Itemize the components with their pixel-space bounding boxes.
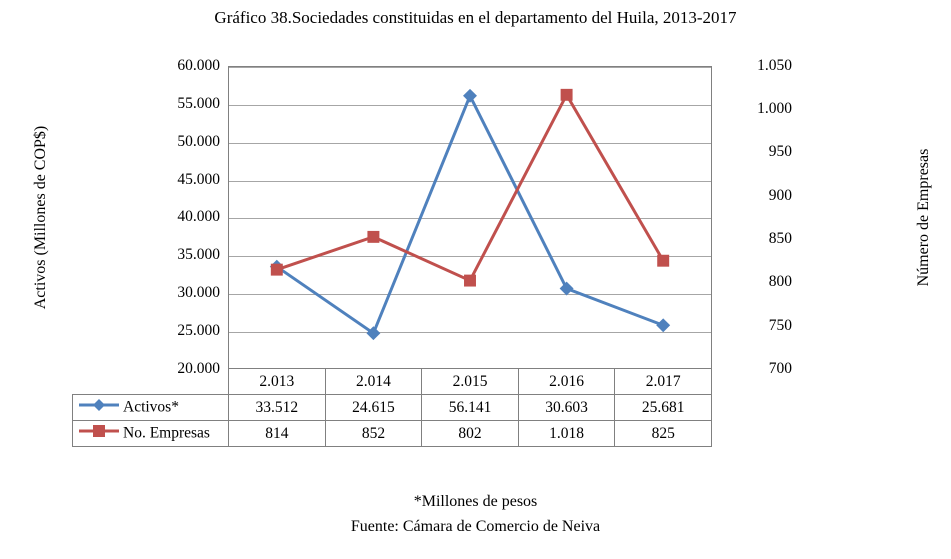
table-row-activos [73, 395, 712, 421]
y-tick-right-2: 800 [768, 273, 792, 290]
cell-activos-2014: 24.615 [325, 395, 422, 421]
cell-empresas-2017: 825 [615, 421, 712, 447]
y-tick-left-5: 45.000 [177, 171, 220, 188]
cell-activos-2015: 56.141 [422, 395, 519, 421]
cell-empresas-2015: 802 [422, 421, 519, 447]
footnote-units: *Millones de pesos [413, 493, 538, 510]
y-axis-right-title: Número de Empresas [915, 148, 932, 287]
y-tick-left-0: 20.000 [177, 360, 220, 377]
y-tick-right-7: 1.050 [757, 57, 792, 74]
legend-marker-square-icon [79, 424, 119, 443]
y-tick-right-3: 850 [768, 230, 792, 247]
table-row-periods [73, 369, 712, 395]
y-axis-left-ticks [148, 57, 220, 377]
series-markers-empresas [271, 89, 669, 287]
y-tick-right-1: 750 [768, 317, 792, 334]
y-axis-left-title: Activos (Millones de COP$) [32, 125, 49, 310]
y-tick-right-0: 700 [768, 360, 792, 377]
legend-item-empresas [73, 421, 229, 447]
series-line-activos-real [277, 96, 663, 333]
y-tick-right-5: 950 [768, 143, 792, 160]
table-header-2016: 2.016 [518, 369, 615, 395]
table-row-empresas [73, 421, 712, 447]
cell-activos-2017: 25.681 [615, 395, 712, 421]
y-tick-left-2: 30.000 [177, 284, 220, 301]
table-corner-cell [73, 369, 229, 395]
y-axis-right-ticks [722, 57, 794, 377]
table-header-2017: 2.017 [615, 369, 712, 395]
footnote-source: Fuente: Cámara de Comercio de Neiva [350, 518, 601, 535]
y-tick-right-4: 900 [768, 187, 792, 204]
legend-label-activos: Activos* [123, 398, 179, 416]
cell-empresas-2013: 814 [229, 421, 326, 447]
series-plot [229, 67, 711, 368]
y-tick-left-3: 35.000 [177, 246, 220, 263]
legend-marker-diamond-icon [79, 398, 119, 417]
data-table [72, 369, 712, 447]
table-header-2013: 2.013 [229, 369, 326, 395]
cell-empresas-2016: 1.018 [518, 421, 615, 447]
table-header-2014: 2.014 [325, 369, 422, 395]
legend-label-empresas: No. Empresas [123, 424, 210, 442]
y-tick-left-8: 60.000 [177, 57, 220, 74]
series-line-empresas [277, 95, 663, 281]
y-tick-left-7: 55.000 [177, 95, 220, 112]
y-tick-left-1: 25.000 [177, 322, 220, 339]
chart-title: Gráfico 38.Sociedades constituidas en el departamento del Huila, 2013-2017 [214, 8, 737, 27]
cell-activos-2013: 33.512 [229, 395, 326, 421]
cell-empresas-2014: 852 [325, 421, 422, 447]
y-tick-left-6: 50.000 [177, 133, 220, 150]
cell-activos-2016: 30.603 [518, 395, 615, 421]
y-tick-right-6: 1.000 [757, 100, 792, 117]
y-tick-left-4: 40.000 [177, 208, 220, 225]
legend-item-activos [73, 395, 229, 421]
plot-area [228, 66, 712, 369]
table-header-2015: 2.015 [422, 369, 519, 395]
